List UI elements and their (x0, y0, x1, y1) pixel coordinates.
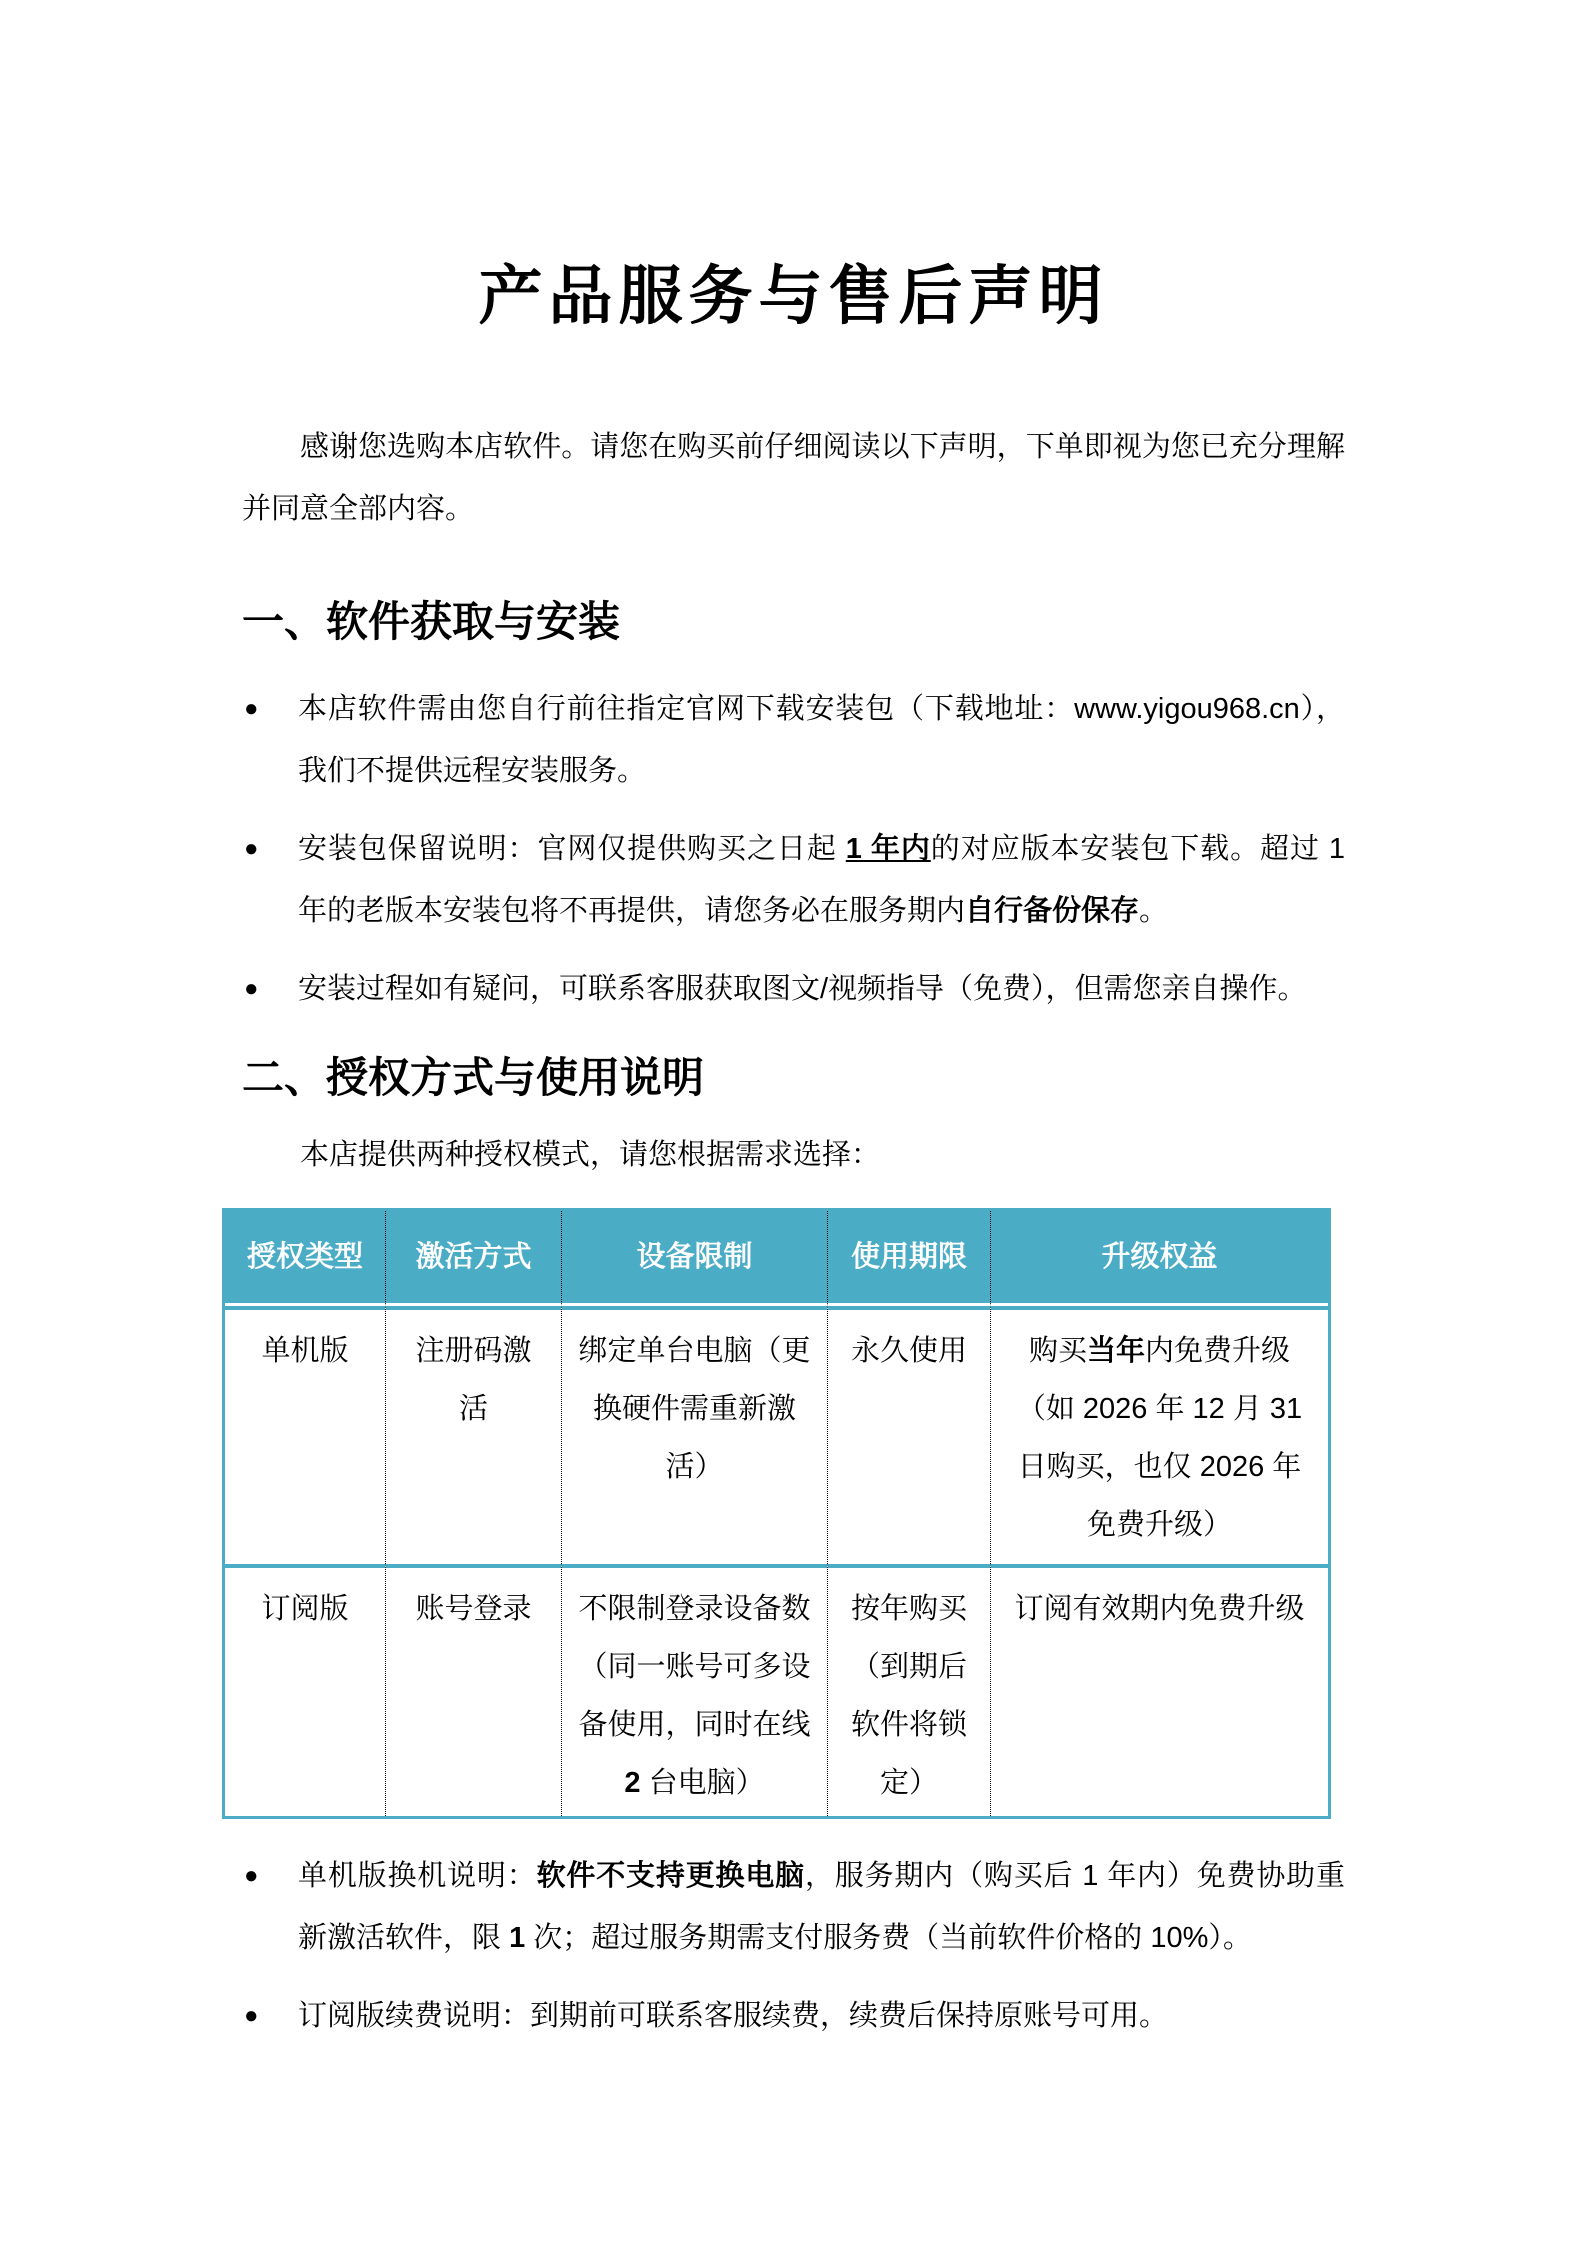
bullet-icon: ● (244, 975, 259, 1002)
text-segment: 台电脑） (640, 1767, 765, 1799)
table-cell-line (568, 1638, 821, 1696)
text-segment: 按年购买 (850, 1593, 967, 1625)
table-cell-line (568, 1754, 821, 1812)
text-segment: 免费升级） (1086, 1509, 1232, 1541)
text-segment: 账号登录 (415, 1593, 532, 1625)
table-cell (561, 1306, 827, 1564)
section-2-lead-paragraph: 本店提供两种授权模式，请您根据需求选择： (300, 1139, 881, 1171)
table-cell-line (834, 1580, 984, 1638)
bullet-icon: ● (244, 1862, 259, 1889)
table-header-cell: 使用期限 (827, 1211, 990, 1306)
text-segment: 订阅版续费说明：到期前可联系客服续费，续费后保持原账号可用。 (298, 2000, 1169, 2032)
text-segment: （如 2026 年 12 月 31 (1016, 1393, 1303, 1425)
text-segment: 订阅版 (261, 1593, 349, 1625)
section-1-bullet-list (242, 678, 1345, 1020)
table-header-row (225, 1211, 1328, 1306)
table-cell-line (568, 1380, 821, 1438)
table-header (225, 1211, 1328, 1306)
text-segment: 订阅有效期内免费升级 (1014, 1593, 1305, 1625)
table-cell-line (834, 1754, 984, 1812)
text-segment: 安装包保留说明：官网仅提供购买之日起 (298, 833, 846, 865)
table-header-cell: 授权类型 (225, 1211, 385, 1306)
table-cell (990, 1564, 1328, 1816)
table-cell-line (568, 1322, 821, 1380)
table-cell (827, 1306, 990, 1564)
bullet-icon: ● (244, 695, 259, 722)
table-cell-line (997, 1496, 1322, 1554)
table-cell-line (231, 1322, 379, 1380)
list-item (242, 678, 1345, 802)
text-segment: 内免费升级 (1145, 1335, 1291, 1367)
list-item-text (298, 2000, 1168, 2032)
list-item-text (298, 693, 1345, 787)
text-segment: 次；超过服务期需支付服务费（当前软件价格的 10%）。 (525, 1922, 1252, 1954)
text-segment: 永久使用 (850, 1335, 967, 1367)
text-segment: 活 (458, 1393, 488, 1425)
table-cell-line (568, 1438, 821, 1496)
table-cell-line (997, 1438, 1322, 1496)
table-body (225, 1306, 1328, 1816)
table-cell-line (392, 1580, 555, 1638)
text-segment: （同一账号可多设 (578, 1651, 811, 1683)
text-segment: 软件不支持更换电脑 (536, 1860, 805, 1892)
section-2-heading: 二、授权方式与使用说明 (242, 1054, 705, 1101)
table-row (225, 1564, 1328, 1816)
text-segment: 1 (509, 1922, 526, 1954)
table-header-cell: 激活方式 (385, 1211, 561, 1306)
text-segment: 日购买，也仅 2026 年 (1017, 1451, 1302, 1483)
table-cell-line (997, 1580, 1322, 1638)
section-1-heading: 一、软件获取与安装 (242, 598, 621, 645)
table-header-cell: 升级权益 (990, 1211, 1328, 1306)
text-segment: 注册码激 (415, 1335, 532, 1367)
table-cell (990, 1306, 1328, 1564)
bullet-icon: ● (244, 835, 259, 862)
text-segment: 感谢您选购本店软件。请您在购买前仔细阅读以下声明，下单即视为您已充分理解并同意全部内容。 (242, 431, 1345, 525)
text-segment: ，服务期内（购买后 1 年内）免费协助重新激活软件，限 (298, 1860, 1345, 1954)
text-segment: 自行备份保存 (965, 895, 1140, 927)
text-segment: 换硬件需重新激 (592, 1393, 796, 1425)
table-cell-line (392, 1380, 555, 1438)
text-segment: 当年 (1086, 1335, 1145, 1367)
text-segment: 购买 (1028, 1335, 1087, 1367)
table-cell-line (834, 1638, 984, 1696)
document-title: 产品服务与售后声明 (478, 260, 1109, 332)
table-cell-line (392, 1322, 555, 1380)
text-segment: 2 (624, 1767, 641, 1799)
table-header-cell: 设备限制 (561, 1211, 827, 1306)
table-cell (827, 1564, 990, 1816)
table-cell (225, 1564, 385, 1816)
list-item-text (298, 1860, 1345, 1954)
table-cell-line (997, 1380, 1322, 1438)
text-segment: 单机版换机说明： (298, 1860, 537, 1892)
text-segment: 备使用，同时在线 (578, 1709, 811, 1741)
table-cell-line (834, 1322, 984, 1380)
text-segment: 1 年内 (845, 833, 931, 865)
intro-paragraph (242, 416, 1345, 540)
authorization-table (222, 1208, 1331, 1819)
text-segment: 安装过程如有疑问，可联系客服获取图文/视频指导（免费），但需您亲自操作。 (298, 973, 1307, 1005)
table-cell-line (997, 1322, 1322, 1380)
list-item-text (298, 833, 1345, 927)
section-2-bullet-list (242, 1845, 1345, 2047)
table-cell-line (231, 1580, 379, 1638)
table-cell-line (834, 1696, 984, 1754)
text-segment: 定） (879, 1767, 938, 1799)
table-cell (561, 1564, 827, 1816)
list-item (242, 1845, 1345, 1969)
text-segment: 不限制登录设备数 (578, 1593, 811, 1625)
text-segment: 活） (665, 1451, 724, 1483)
list-item (242, 818, 1345, 942)
text-segment: 本店软件需由您自行前往指定官网下载安装包（下载地址：www.yigou968.cn），我们不提供远程安装服务。 (298, 693, 1345, 787)
text-segment: 。 (1139, 895, 1169, 927)
text-segment: 绑定单台电脑（更 (578, 1335, 811, 1367)
table-cell-line (568, 1696, 821, 1754)
table-row (225, 1306, 1328, 1564)
text-segment: （到期后 (850, 1651, 967, 1683)
list-item-text (298, 973, 1307, 1005)
text-segment: 的对应版本安装包下载。超过 1 年的老版本安装包将不再提供，请您务必在服务期内 (298, 833, 1346, 927)
text-segment: 软件将锁 (850, 1709, 967, 1741)
list-item (242, 958, 1345, 1020)
table-cell (385, 1306, 561, 1564)
table-cell-line (568, 1580, 821, 1638)
list-item (242, 1985, 1345, 2047)
text-segment: 单机版 (261, 1335, 349, 1367)
bullet-icon: ● (244, 2002, 259, 2029)
table-cell (385, 1564, 561, 1816)
table-cell (225, 1306, 385, 1564)
